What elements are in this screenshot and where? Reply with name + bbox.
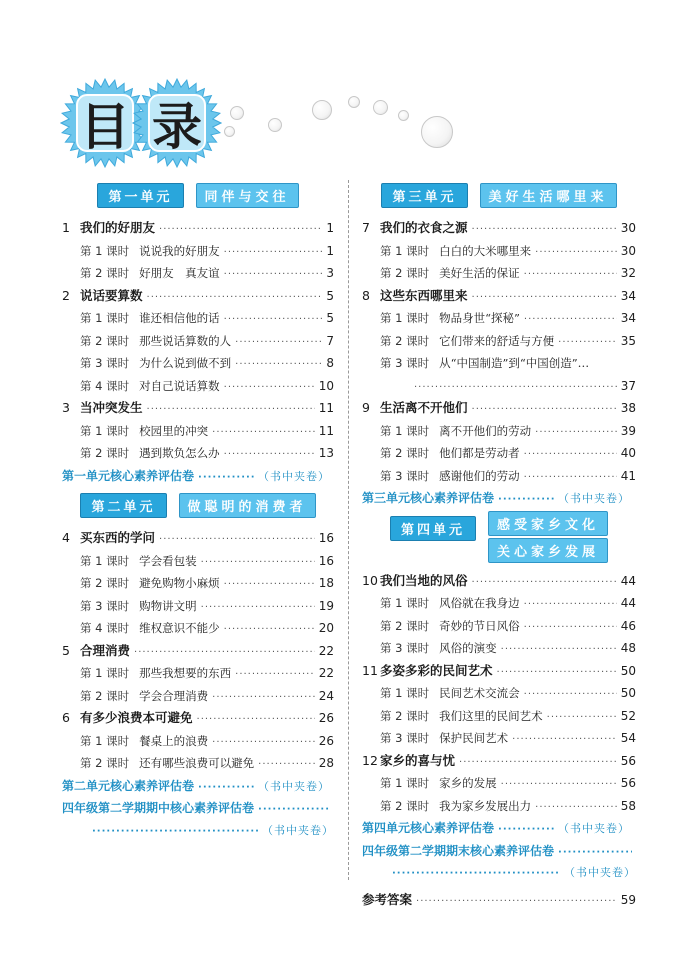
lesson-entry[interactable] [362, 262, 636, 285]
lesson-title: 学会合理消费 [139, 688, 209, 703]
lesson-page: 46 [620, 618, 636, 633]
midterm-eval-entry[interactable] [62, 797, 334, 820]
lesson-title: 餐桌上的浪费 [139, 733, 209, 748]
midterm-eval-continued[interactable] [62, 820, 334, 843]
unit4-theme-1: 感受家乡文化 [488, 511, 608, 536]
leader-dots [201, 597, 315, 618]
leader-dots [159, 529, 315, 550]
lesson-page: 11 [318, 423, 334, 438]
lesson-title: 维权意识不能少 [139, 621, 220, 635]
lesson-page: 48 [620, 641, 636, 655]
lesson-label: 第 2 课时 [80, 333, 130, 348]
lesson-page: 41 [620, 468, 636, 483]
lesson-label: 第 2 课时 [380, 266, 430, 280]
unit1-tag: 第一单元 [97, 183, 183, 208]
lesson-title: 感谢他们的劳动 [439, 468, 520, 483]
lesson-title: 我为家乡发展出力 [439, 798, 532, 813]
leader-dots [224, 444, 315, 465]
lesson-page: 20 [318, 621, 334, 635]
lesson-label: 第 2 课时 [380, 446, 430, 460]
chapter-page: 50 [620, 663, 636, 678]
lesson-title: 离不开他们的劳动 [439, 423, 532, 438]
midterm-page: （书中夹卷） [262, 823, 334, 837]
unit3-theme: 美好生活哪里来 [480, 183, 617, 208]
unit4-theme-2: 关心家乡发展 [488, 538, 608, 563]
lesson-label: 第 3 课时 [380, 731, 430, 745]
lesson-entry[interactable] [362, 795, 636, 818]
leader-dots [224, 619, 315, 640]
chapter-number: 4 [62, 530, 70, 545]
lesson-label: 第 1 课时 [80, 733, 130, 748]
lesson-label: 第 2 课时 [380, 333, 430, 348]
lesson-label: 第 4 课时 [80, 378, 130, 393]
lesson-entry[interactable] [362, 442, 636, 465]
unit1-list [62, 217, 334, 465]
unit4-header [362, 514, 636, 560]
lesson-page: 30 [620, 243, 636, 258]
unit3-tag: 第三单元 [381, 183, 467, 208]
chapter-page: 22 [318, 643, 334, 658]
leader-dots [524, 684, 617, 705]
lesson-label: 第 1 课时 [80, 243, 130, 258]
chapter-number: 6 [62, 710, 70, 725]
leader-dots [392, 863, 560, 885]
lesson-title: 避免购物小麻烦 [139, 576, 220, 590]
leader-dots [212, 732, 315, 753]
lesson-page: 56 [620, 776, 636, 790]
eval-page: （书中夹卷） [558, 492, 631, 505]
lesson-label: 第 2 课时 [380, 708, 430, 723]
eval-title: 第三单元核心素养评估卷 [362, 491, 495, 505]
chapter-number: 9 [362, 400, 370, 415]
lesson-entry-long-continued[interactable] [362, 375, 636, 398]
leader-dots [92, 821, 258, 843]
leader-dots [524, 617, 617, 638]
chapter-page: 38 [620, 401, 636, 415]
unit4-eval-entry[interactable] [362, 817, 636, 840]
leader-dots [459, 752, 617, 773]
eval-title: 第二单元核心素养评估卷 [62, 778, 195, 793]
chapter-title: 合理消费 [80, 642, 131, 658]
lesson-page: 22 [318, 666, 334, 680]
chapter-page: 5 [326, 288, 334, 303]
lesson-label: 第 2 课时 [80, 266, 130, 280]
chapter-entry[interactable] [362, 570, 636, 593]
lesson-label: 第 2 课时 [80, 688, 130, 703]
title-area [0, 0, 700, 175]
bubble-icon [268, 118, 282, 132]
leader-dots [524, 444, 617, 465]
chapter-page: 30 [620, 221, 636, 235]
unit3b-list [362, 397, 636, 487]
lesson-entry[interactable] [62, 662, 334, 685]
lesson-title: 为什么说到做不到 [139, 356, 232, 370]
lesson-entry[interactable] [62, 240, 334, 263]
lesson-page: 44 [620, 596, 636, 610]
unit4-theme-stack [488, 511, 608, 563]
lesson-entry[interactable] [362, 592, 636, 615]
title-lu-text: 录 [152, 98, 202, 156]
lesson-entry[interactable] [362, 307, 636, 330]
lesson-page: 7 [326, 333, 334, 348]
chapter-number: 1 [62, 220, 70, 235]
leader-dots [212, 422, 315, 443]
lesson-title: 风俗的演变 [439, 641, 497, 655]
leader-dots [512, 729, 617, 750]
leader-dots [198, 777, 254, 798]
unit2-eval-entry[interactable] [62, 775, 334, 798]
toc-right-column [362, 183, 636, 911]
chapter-title: 多姿多彩的民间艺术 [380, 662, 493, 678]
lesson-label: 第 1 课时 [80, 666, 130, 680]
answers-page: 59 [620, 892, 636, 907]
lesson-label: 第 2 课时 [380, 618, 430, 633]
lesson-page: 32 [620, 266, 636, 280]
chapter-title: 生活离不开他们 [380, 400, 468, 415]
lesson-page: 18 [318, 576, 334, 590]
leader-dots [558, 842, 632, 863]
lesson-label: 第 1 课时 [380, 596, 430, 610]
lesson-entry[interactable] [62, 550, 334, 573]
leader-dots [501, 774, 617, 795]
lesson-title: 谁还相信他的话 [139, 311, 220, 325]
chapter-entry[interactable] [62, 640, 334, 663]
leader-dots [535, 242, 617, 263]
lesson-page: 13 [318, 446, 334, 460]
chapter-page: 44 [620, 573, 636, 588]
lesson-title: 遇到欺负怎么办 [139, 446, 220, 460]
lesson-label: 第 1 课时 [380, 776, 430, 790]
title-mu-text: 目 [80, 98, 130, 156]
leader-dots [235, 664, 315, 685]
chapter-title: 家乡的喜与忧 [380, 752, 456, 768]
lesson-label: 第 1 课时 [380, 686, 430, 700]
chapter-title: 当冲突发生 [80, 400, 143, 415]
leader-dots [198, 467, 254, 488]
chapter-title: 买东西的学问 [80, 530, 156, 545]
lesson-label: 第 1 课时 [80, 311, 130, 325]
chapter-title: 我们的衣食之源 [380, 220, 468, 235]
title-char-mu [70, 88, 140, 158]
lesson-entry[interactable] [362, 420, 636, 443]
lesson-page: 37 [620, 378, 636, 393]
lesson-entry[interactable] [362, 240, 636, 263]
lesson-label: 第 2 课时 [80, 446, 130, 460]
lesson-title: 它们带来的舒适与方便 [439, 333, 555, 348]
lesson-label: 第 1 课时 [380, 423, 430, 438]
lesson-title: 学会看包装 [139, 553, 197, 568]
bubble-icon [224, 126, 235, 137]
chapter-page: 16 [318, 531, 334, 545]
chapter-entry[interactable] [62, 397, 334, 420]
unit1-eval-entry[interactable] [62, 465, 334, 488]
leader-dots [501, 639, 617, 660]
unit1-header [62, 183, 334, 207]
lesson-entry[interactable] [362, 727, 636, 750]
leader-dots [524, 467, 617, 488]
eval-title: 第一单元核心素养评估卷 [62, 468, 195, 483]
lesson-title: 物品身世“探秘” [439, 311, 520, 325]
chapter-number: 2 [62, 287, 70, 303]
lesson-title: 保护民间艺术 [439, 731, 509, 745]
lesson-entry[interactable] [62, 420, 334, 443]
leader-dots [535, 797, 617, 818]
lesson-entry[interactable] [362, 615, 636, 638]
chapter-title: 说话要算数 [80, 287, 143, 303]
leader-dots [558, 332, 617, 353]
chapter-number: 10 [362, 572, 378, 588]
leader-dots [224, 574, 315, 595]
leader-dots [258, 799, 330, 820]
leader-dots [147, 399, 315, 420]
unit2-list [62, 527, 334, 775]
leader-dots [524, 594, 617, 615]
lesson-page: 1 [326, 243, 334, 258]
lesson-entry[interactable] [362, 330, 636, 353]
lesson-label: 第 2 课时 [80, 756, 130, 770]
leader-dots [235, 354, 322, 375]
bubble-icon [348, 96, 360, 108]
final-eval-entry[interactable] [362, 840, 636, 863]
lesson-entry-long[interactable] [362, 352, 636, 375]
unit3-list [362, 217, 636, 352]
lesson-page: 28 [318, 756, 334, 770]
chapter-entry[interactable] [362, 285, 636, 308]
toc-left-column [62, 183, 334, 842]
lesson-page: 10 [318, 378, 334, 393]
title-char-lu [142, 88, 212, 158]
leader-dots [472, 287, 617, 308]
lesson-title: 家乡的发展 [439, 776, 497, 790]
chapter-number: 12 [362, 752, 378, 768]
lesson-page: 5 [326, 311, 334, 325]
leader-dots [416, 891, 617, 912]
lesson-page: 24 [318, 688, 334, 703]
chapter-page: 26 [318, 711, 334, 725]
lesson-title: 美好生活的保证 [439, 266, 520, 280]
lesson-title: 好朋友 真友谊 [139, 266, 220, 280]
chapter-number: 11 [362, 662, 378, 678]
lesson-title: 他们都是劳动者 [439, 446, 520, 460]
lesson-title: 购物讲文明 [139, 598, 197, 613]
leader-dots [235, 332, 322, 353]
lesson-page: 54 [620, 731, 636, 745]
answers-entry[interactable] [362, 889, 636, 912]
lesson-title: 校园里的冲突 [139, 423, 209, 438]
chapter-number: 3 [62, 400, 70, 415]
bubble-icon [312, 100, 332, 120]
lesson-title: 对自己说话算数 [139, 378, 220, 393]
leader-dots [201, 552, 315, 573]
midterm-title: 四年级第二学期期中核心素养评估卷 [62, 801, 255, 815]
answers-title: 参考答案 [362, 891, 413, 907]
lesson-entry[interactable] [362, 772, 636, 795]
final-eval-continued[interactable] [362, 862, 636, 885]
leader-dots [147, 287, 323, 308]
lesson-entry[interactable] [62, 730, 334, 753]
chapter-number: 5 [62, 642, 70, 658]
final-page: （书中夹卷） [564, 866, 636, 879]
lesson-entry[interactable] [62, 442, 334, 465]
chapter-entry[interactable] [62, 217, 334, 240]
leader-dots [524, 309, 617, 330]
leader-dots [212, 687, 315, 708]
eval-title: 第四单元核心素养评估卷 [362, 821, 495, 835]
lesson-page: 52 [620, 708, 636, 723]
lesson-title: 我们这里的民间艺术 [439, 708, 543, 723]
bubble-icon [421, 116, 453, 148]
lesson-title: 那些说话算数的人 [139, 333, 232, 348]
lesson-entry[interactable] [62, 685, 334, 708]
bubble-icon [230, 106, 244, 120]
unit2-tag: 第二单元 [80, 493, 166, 518]
chapter-entry[interactable] [62, 707, 334, 730]
lesson-entry[interactable] [62, 572, 334, 595]
lesson-label: 第 3 课时 [380, 641, 430, 655]
lesson-entry[interactable] [62, 352, 334, 375]
chapter-entry[interactable] [362, 660, 636, 683]
lesson-entry[interactable] [362, 705, 636, 728]
eval-page: （书中夹卷） [258, 469, 331, 483]
chapter-entry[interactable] [362, 217, 636, 240]
lesson-page: 26 [318, 733, 334, 748]
chapter-number: 8 [362, 287, 370, 303]
chapter-entry[interactable] [362, 397, 636, 420]
unit3-eval-entry[interactable] [362, 487, 636, 510]
leader-dots [498, 819, 554, 840]
chapter-title: 有多少浪费本可避免 [80, 710, 193, 725]
chapter-entry[interactable] [62, 527, 334, 550]
bubble-icon [398, 110, 409, 121]
leader-dots [258, 754, 315, 775]
lesson-page: 8 [326, 356, 334, 370]
chapter-title: 我们当地的风俗 [380, 572, 468, 588]
lesson-label: 第 3 课时 [80, 598, 130, 613]
leader-dots [535, 422, 617, 443]
lesson-entry[interactable] [62, 375, 334, 398]
leader-dots [414, 377, 617, 398]
unit4-tag: 第四单元 [390, 516, 476, 541]
lesson-label: 第 3 课时 [80, 356, 130, 370]
leader-dots [224, 377, 315, 398]
leader-dots [498, 489, 554, 510]
lesson-page: 58 [620, 798, 636, 813]
lesson-title: 民间艺术交流会 [439, 686, 520, 700]
lesson-title: 奇妙的节日风俗 [439, 618, 520, 633]
chapter-title: 这些东西哪里来 [380, 287, 468, 303]
chapter-page: 34 [620, 288, 636, 303]
lesson-label: 第 3 课时 [380, 356, 430, 370]
lesson-entry[interactable] [62, 752, 334, 775]
lesson-title: 白白的大米哪里来 [439, 243, 532, 258]
leader-dots [197, 709, 315, 730]
lesson-page: 50 [620, 686, 636, 700]
leader-dots [547, 707, 617, 728]
chapter-number: 7 [362, 220, 370, 235]
unit3-header [362, 183, 636, 207]
lesson-entry[interactable] [62, 330, 334, 353]
lesson-label: 第 1 课时 [80, 553, 130, 568]
leader-dots [472, 399, 617, 420]
lesson-page: 40 [620, 446, 636, 460]
lesson-page: 3 [326, 266, 334, 280]
lesson-page: 16 [318, 553, 334, 568]
lesson-page: 35 [620, 333, 636, 348]
lesson-page: 19 [318, 598, 334, 613]
lesson-entry[interactable] [62, 307, 334, 330]
lesson-page: 39 [620, 423, 636, 438]
leader-dots [224, 309, 323, 330]
chapter-page: 1 [326, 221, 334, 235]
leader-dots [497, 662, 617, 683]
leader-dots [159, 219, 322, 240]
lesson-label: 第 1 课时 [380, 243, 430, 258]
lesson-label: 第 1 课时 [80, 423, 130, 438]
chapter-page: 11 [318, 401, 334, 415]
chapter-page: 56 [620, 753, 636, 768]
lesson-title: 风俗就在我身边 [439, 596, 520, 610]
lesson-page: 34 [620, 311, 636, 325]
unit2-header [62, 493, 334, 517]
lesson-title: 从“中国制造”到“中国创造”… [439, 356, 590, 370]
bubble-icon [373, 100, 388, 115]
lesson-entry[interactable] [62, 617, 334, 640]
lesson-title: 说说我的好朋友 [139, 243, 220, 258]
lesson-title: 还有哪些浪费可以避免 [139, 756, 255, 770]
lesson-label: 第 2 课时 [380, 798, 430, 813]
lesson-label: 第 2 课时 [80, 576, 130, 590]
unit2-theme: 做聪明的消费者 [179, 493, 316, 518]
chapter-title: 我们的好朋友 [80, 220, 156, 235]
final-title: 四年级第二学期期末核心素养评估卷 [362, 843, 555, 858]
chapter-entry[interactable] [362, 750, 636, 773]
lesson-entry[interactable] [62, 595, 334, 618]
leader-dots [224, 264, 323, 285]
eval-page: （书中夹卷） [558, 822, 631, 835]
lesson-label: 第 4 课时 [80, 621, 130, 635]
leader-dots [524, 264, 617, 285]
chapter-entry[interactable] [62, 285, 334, 308]
lesson-entry[interactable] [362, 465, 636, 488]
leader-dots [472, 572, 617, 593]
lesson-label: 第 3 课时 [380, 468, 430, 483]
leader-dots [134, 642, 315, 663]
lesson-label: 第 1 课时 [380, 311, 430, 325]
lesson-entry[interactable] [62, 262, 334, 285]
column-divider [348, 180, 349, 880]
lesson-entry[interactable] [362, 682, 636, 705]
unit1-theme: 同伴与交往 [196, 183, 299, 208]
unit4-list [362, 570, 636, 818]
leader-dots [224, 242, 323, 263]
leader-dots [472, 219, 617, 240]
lesson-entry[interactable] [362, 637, 636, 660]
lesson-title: 那些我想要的东西 [139, 666, 232, 680]
eval-page: （书中夹卷） [258, 779, 331, 793]
